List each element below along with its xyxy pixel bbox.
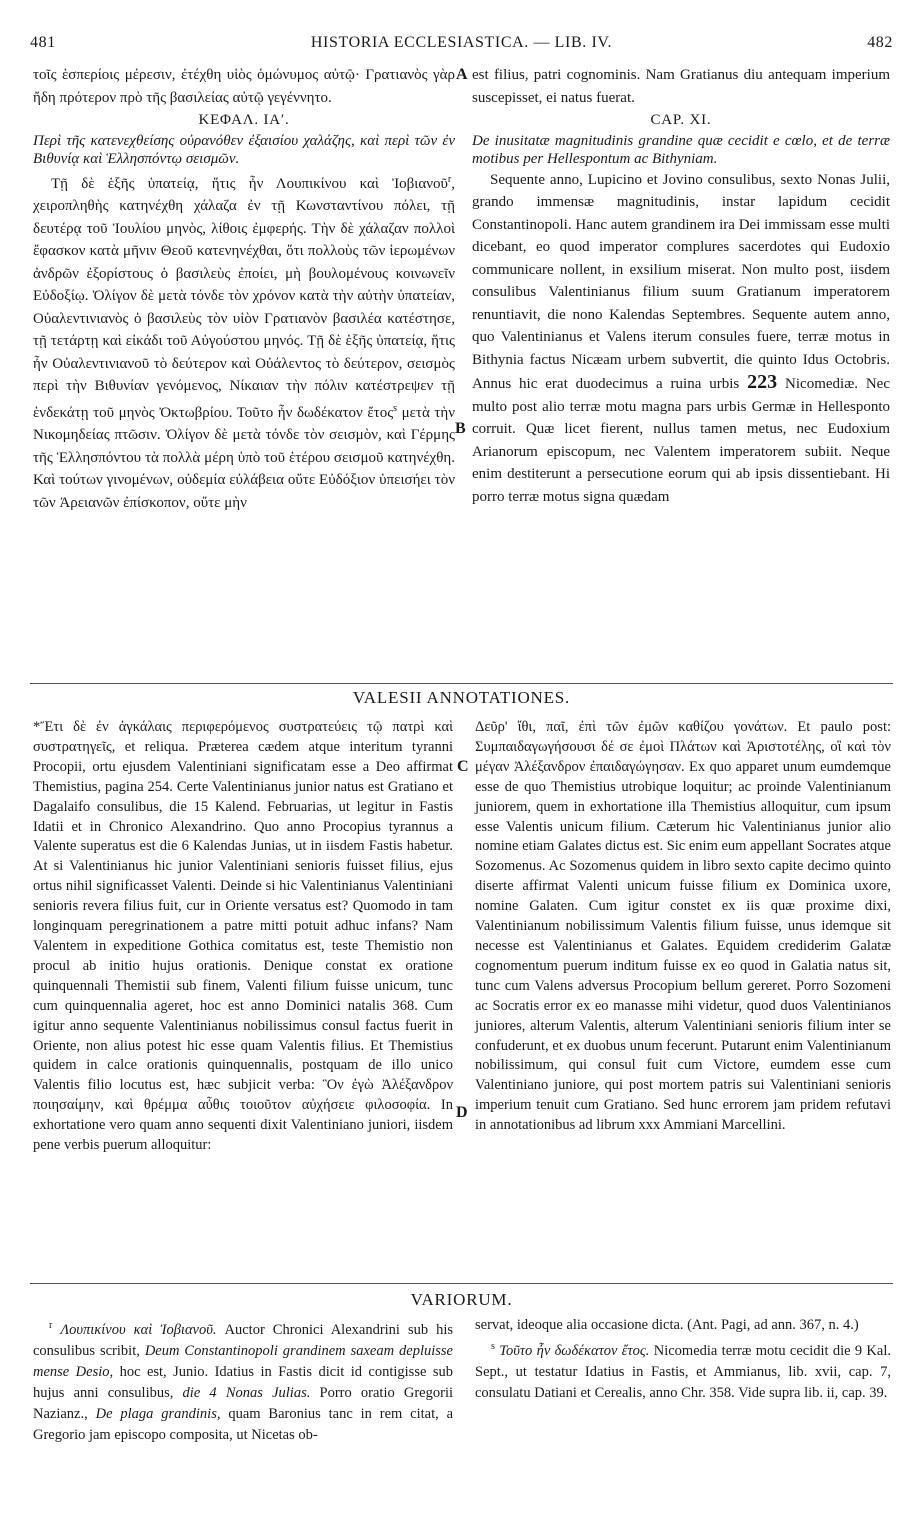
running-header [30, 34, 893, 56]
section-divider-top [30, 683, 893, 684]
footnote-ref-r[interactable]: r [447, 173, 452, 185]
valesii-right-text: Δεῦρ' ἴθι, παῖ, ἐπὶ τῶν ἐμῶν καθίζου γονάτων. Et paulo post: Συμπαιδαγωγήσουσι δέ σε ἐμοὶ Πλάτων καὶ Ἀριστοτέλης, οἳ καὶ τὸν μέγαν Ἀλέξανδρον ἐπαιδαγώγησαν. Ex quo apparet unum eumdemque esse de quo Themistius utrobique loquitur; ac proinde Valentinianum juniorem, quem in exhortatione illa Themistius alloquitur, cum ipsum esse Valentis unicum filium. Cæterum hic Valentinianus junior alio nomine etiam Galates dictus est. Sic enim eum appellant Socrates atque Sozomenus. Ac Sozomenus quidem in libro sexto capite decimo quinto diserte affirmat Valenti unicum fuisse filium ex Dominica uxore, nomine Galaten. Cum igitur constet ex iis quæ proxime dixi, Valentinianum nobilissimum Valentis filium fuisse, unus idemque sit necesse est Valentinianus et Galates. Equidem crediderim Galatæ cognomentum puerum inditum fuisse ex eo quod in Galatia natus sit, tunc cum Valens adversus Procopium bellum gereret. Porro Sozomeni ac Socratis error ex eo manasse mihi videtur, quod duos Valentinianos juniores, alterum Valentis, alterum Valentiniani senioris filium inter se confuderunt, et ex duobus unum fecerunt. Putarunt enim Valentinianum nobilissimum, qui consul fuit cum Victore, eumdem esse cum Valentiniano juniore, qui post mortem patris sui Valentiniani senioris imperium tenuit cum Gratiano. Sed hunc errorem jam pridem refutavi in annotationibus ad librum xxx Ammiani Marcellini. [475, 719, 891, 1134]
greek-chapter-heading: ΚΕΦΑΛ. ΙΑʹ. [198, 112, 290, 128]
page-number-right: 482 [867, 34, 893, 51]
margin-marker-a: A [456, 66, 468, 83]
variorum-note-r [33, 1315, 453, 1446]
variorum-italic-r2: die 4 Nonas Julias. [182, 1384, 311, 1401]
greek-body-part-3: μετὰ τὴν Νικομηδείας πτῶσιν. Ὀλίγον δὲ μετὰ τόνδε τὸν σεισμὸν, καὶ Γέρμης τῆς Ἑλλησπόντου τὰ πολλὰ μέρη ὑπὸ τοῦ ἑτέρου σεισμοῦ κατηνέχθη. Καὶ τούτων γινομένων, οὐδεμία εὐλάβεια οὔτε Εὐδόξιον ὑπεισήει τὸν τῶν Ἀρειανῶν ἐπίσκοπον, οὔτε μὴν [33, 404, 455, 511]
latin-body-part-1: Sequente anno, Lupicino et Jovino consulibus, sexto Nonas Julii, grando immensæ magnitudinis, instar lapidum cecidit Constantinopoli. Hanc autem grandinem ira Dei immissam esse multi dicebant, eo quod imperator complures sacerdotes qui Eudoxio communicare nollent, in exsilium miserat. Non multo post, iisdem consulibus Valentinianus filium suum Gratianum imperatorem renuntiavit, die nono Kalendas Septembres. Sequente autem anno, quo Valentinianus et Valens iterum consules fuere, terræ motus in Bithynia factus Nicæam urbem subvertit, die quinto Idus Octobris. Annus hic erat duodecimus a ruina urbis [472, 171, 890, 392]
variorum-lemma-s: Τοῦτο ἦν δωδέκατον ἔτος. [499, 1342, 650, 1359]
valesii-left-text: *Ἔτι δὲ ἐν ἀγκάλαις περιφερόμενος συστρατεύεις τῷ πατρὶ καὶ συστρατηγεῖς, et reliqua. Præterea cædem atque interitum tyranni Procopii, ortu ejusdem Valentiniani significatam esse a Deo affirmat Themistius, pagina 254. Certe Valentinianus junior natus est Gratiano et Dagalaifo consulibus, die 15 Kalend. Februarias, ut legitur in Fastis Idatii et in Chronico Alexandrino. Quo anno Procopius tyrannus a Valente superatus est die 6 Kalendas Junias, ut in iisdem Fastis habetur. At si Valentinianus hic junior Valentiniani senioris fuisset filius, ejus ortus nihil significasset Valenti. Deinde si hic Valentinianus Valentiniani senioris revera filius fuit, cur in Oriente versatus est? Quomodo in tam longinquam peregrinationem a patre mitti potuit adhuc infans? Nam Valentem in expeditione Gothica comitatus est, teste Themistio non procul ab initio hujus orationis. Denique constat ex oratione quinquennali Themistii sub finem, Valenti filium fuisse unicum, tunc cum quinquennalia ageret, hoc est anno Dominici natalis 368. Cum igitur anno sequente Valentinianus nobilissimus consul factus fuerit in Oriente, non alius potest hic esse quam Valentis filius. Et Themistius quidem in calce orationis quinquennalis, postquam de illo unico Valentis filio locutus est, hæc subjicit verba: Ὃν ἐγὼ Ἀλέξανδρον ποιησαίμην, καὶ θρέμμα αὖθις τοιοῦτον αὐχήσειε φιλοσοφία. In exhortatione vero quam anno sequenti dixit Valentiniano juniori, iisdem pene verbis puerum alloquitur: [33, 719, 453, 1154]
greek-body-part-2: , χειροπληθὴς κατηνέχθη χάλαζα ἐν τῇ Κωνσταντίνου πόλει, τῇ δευτέρᾳ τοῦ Ἰουλίου μηνὸς, λίθοις ἐμφερής. Τὴν δὲ χάλαζαν πολλοὶ ἔφασκον κατὰ μῆνιν Θεοῦ κατενηνέχθαι, ὅτι πολλοὺς τῶν ἱερωμένων ἀνδρῶν ἐξορίστους ὁ βασιλεὺς ἐποίει, μὴ βουλομένους κοινωνεῖν Εὐδοξίῳ. Ὀλίγον δὲ μετὰ τόνδε τὸν χρόνον κατὰ τὴν αὐτὴν ὑπατείαν, Οὐαλεντινιανὸς ὁ βασιλεὺς τὸν υἱὸν Γρατιανὸν βασιλέα κατέστησε, τῇ τετάρτῃ καὶ εἰκάδι τοῦ Αὐγούστου μηνός. Τῇ δὲ ἑξῆς ὑπατείᾳ, ἥτις ἦν Οὐαλεντινιανοῦ τὸ δεύτερον καὶ Οὐάλεντος τὸ δεύτερον, σεισμὸς περὶ τὴν Βιθυνίαν γενόμενος, Νίκαιαν τὴν πόλιν κατέστρεψεν τῇ ἑνδεκάτῃ τοῦ μηνὸς Ὀκτωβρίου. Τοῦτο ἦν δωδέκατον ἔτος [33, 175, 455, 421]
variorum-continuation: servat, ideoque alia occasione dicta. (Ant. Pagi, ad ann. 367, n. 4.) [475, 1317, 859, 1333]
variorum-right-column [475, 1315, 891, 1404]
greek-body-part-1: Τῇ δὲ ἑξῆς ὑπατείᾳ, ἥτις ἦν Λουπικίνου καὶ Ἰοβιανοῦ [51, 175, 448, 192]
footnote-ref-s[interactable]: s [393, 402, 398, 414]
margin-marker-d: D [456, 1104, 468, 1121]
greek-text-column [33, 64, 455, 514]
variorum-text-r3: Porro oratio Gregorii Nazianz., [33, 1384, 454, 1422]
page-reference-number: 223 [747, 371, 778, 393]
variorum-italic-r3: De plaga grandinis, [95, 1405, 221, 1422]
latin-body [472, 169, 890, 509]
variorum-mark-r: r [49, 1320, 53, 1331]
greek-chapter-title: Περὶ τῆς κατενεχθείσης οὐρανόθεν ἐξαισίου χαλάζης, καὶ περὶ τῶν ἐν Βιθυνίᾳ καὶ Ἑλλησπόντῳ σεισμῶν. [33, 132, 455, 167]
section-divider-bottom [30, 1283, 893, 1284]
variorum-text-r2: hoc est, Junio. Idatius in Fastis dicit id contigisse sub hujus anni consulibus, [33, 1363, 453, 1401]
running-title: HISTORIA ECCLESIASTICA. — LIB. IV. [310, 34, 613, 51]
latin-chapter-title: De inusitatæ magnitudinis grandine quæ cecidit e cœlo, et de terræ motibus per Hellespontum ac Bithyniam. [472, 132, 890, 167]
latin-intro: est filius, patri cognominis. Nam Gratianus diu antequam imperium suscepisset, ei natus fuerat. [472, 67, 890, 106]
valesii-title: VALESII ANNOTATIONES. [352, 688, 571, 707]
variorum-left-column [33, 1315, 453, 1446]
latin-chapter-heading: CAP. XI. [650, 112, 712, 128]
variorum-note-s [475, 1336, 891, 1404]
margin-marker-b: B [455, 420, 466, 437]
greek-intro: τοῖς ἑσπερίοις μέρεσιν, ἐτέχθη υἱὸς ὁμώνυμος αὐτῷ· Γρατιανὸς γὰρ ἤδη πρότερον πρὸ τῆς βασιλείας αὐτῷ γεγέννητο. [33, 67, 455, 106]
valesii-right-column [475, 718, 891, 1136]
variorum-title: VARIORUM. [410, 1290, 513, 1309]
variorum-text-r1: Auctor Chronici Alexandrini sub his consulibus scribit, [33, 1321, 454, 1359]
margin-marker-c: C [457, 758, 469, 775]
variorum-text-r4: quam Baronius tanc in rem citat, a Gregorio jam episcopo composita, ut Nicetas ob- [33, 1405, 454, 1443]
variorum-mark-s: s [491, 1341, 495, 1352]
valesii-left-column [33, 718, 453, 1156]
greek-body [33, 169, 455, 515]
page-number-left: 481 [30, 34, 56, 51]
variorum-lemma-r: Λουπικίνου καὶ Ἰοβιανοῦ. [60, 1321, 217, 1338]
variorum-text-s: Nicomedia terræ motu cecidit die 9 Kal. Sept., ut testatur Idatius in Fastis, et Ammianus, lib. xvii, cap. 7, consulatu Datiani et Cerealis, anno Chr. 358. Vide supra lib. ii, cap. 39. [475, 1342, 891, 1401]
latin-text-column [472, 64, 890, 508]
latin-body-part-2: Nicomediæ. Nec multo post alio terræ motu magna pars urbis Germæ in Hellesponto corruit. Quæ licet fierent, nullus tamen metus, nec Eudoxium Arianorum episcopum, nec Valentem imperatorem subiit. Neque enim destiterunt a persecutione eorum qui ab ipsis dissentiebant. Hi porro terræ motus signa quædam [472, 376, 890, 505]
variorum-italic-r1: Deum Constantinopoli grandinem saxeam depluisse mense Desio, [33, 1342, 453, 1380]
